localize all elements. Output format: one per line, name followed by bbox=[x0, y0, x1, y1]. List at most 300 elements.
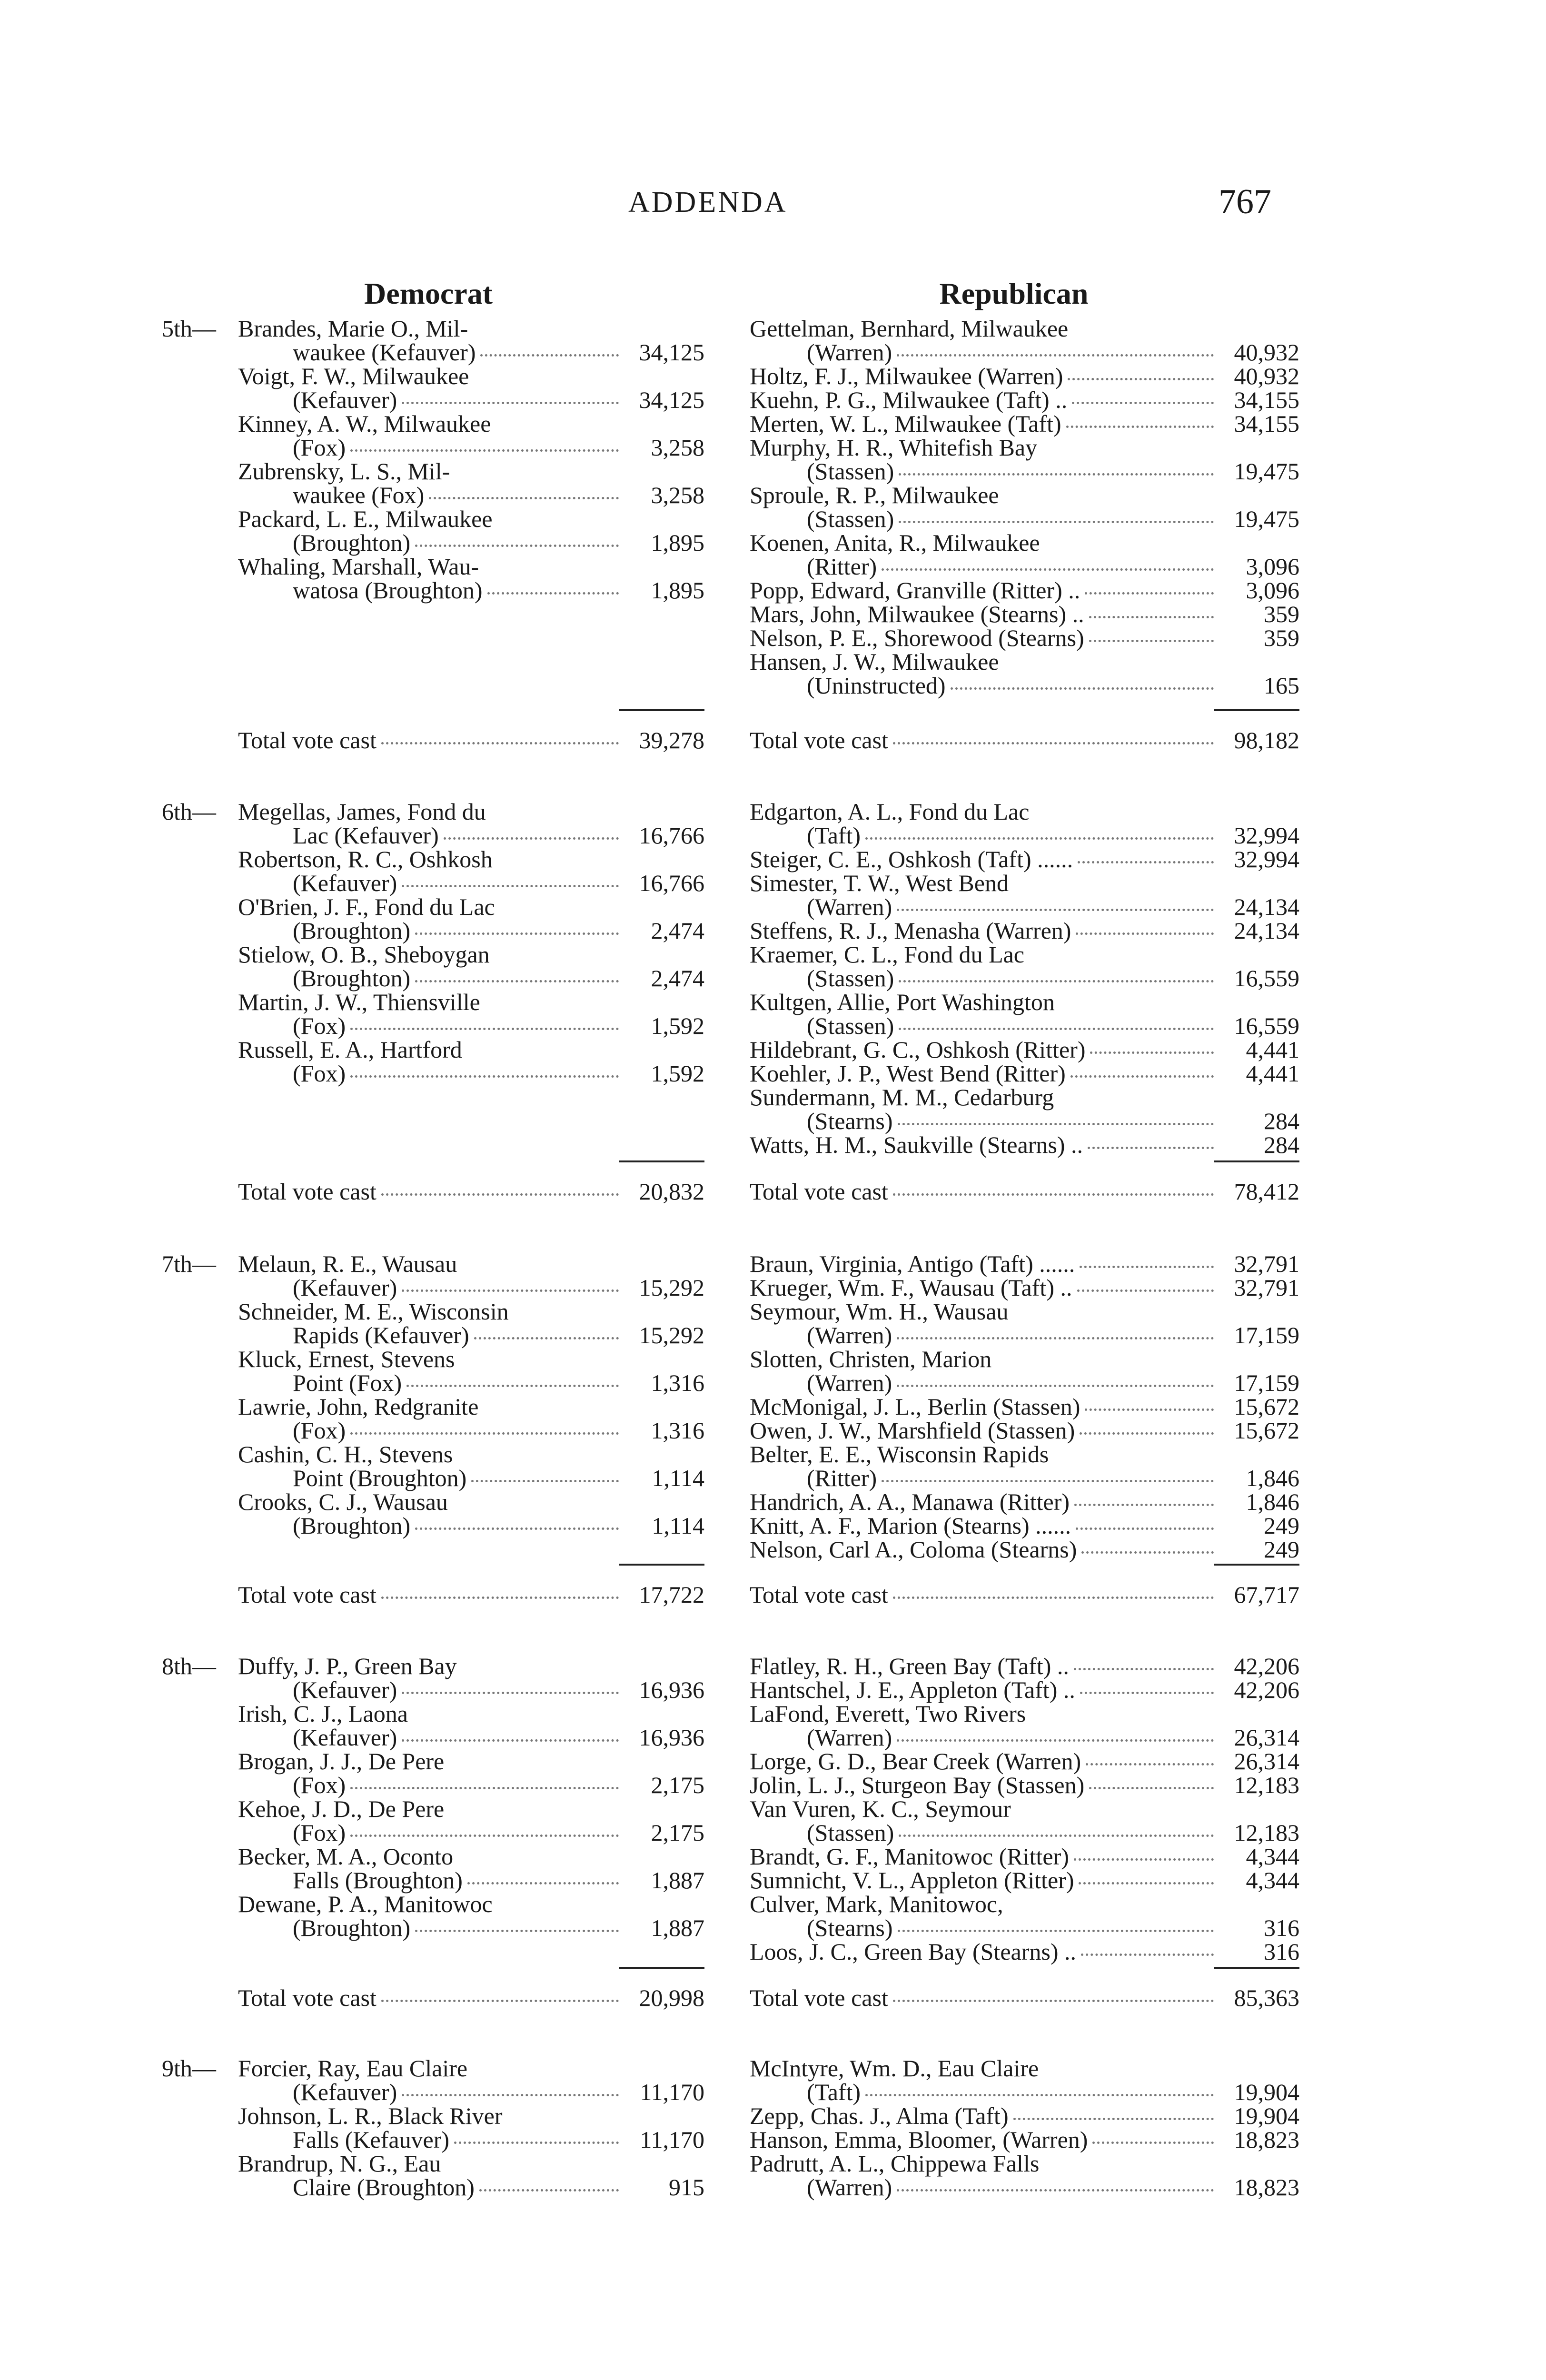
delegate-name: Steiger, C. E., Oshkosh (Taft) ...... bbox=[750, 846, 1073, 873]
vote-count: 1,846 bbox=[1246, 1465, 1299, 1491]
delegate-detail: (Fox) bbox=[293, 1060, 346, 1087]
delegate-line bbox=[238, 1418, 704, 1442]
leader-dots bbox=[1089, 1787, 1214, 1789]
delegate-line bbox=[750, 388, 1299, 412]
delegate-name: Loos, J. C., Green Bay (Stearns) .. bbox=[750, 1938, 1076, 1965]
delegate-name: Lorge, G. D., Bear Creek (Warren) bbox=[750, 1748, 1081, 1775]
delegate-line bbox=[750, 2175, 1299, 2199]
delegate-name: Brandrup, N. G., Eau bbox=[238, 2150, 441, 2177]
vote-count: 249 bbox=[1264, 1512, 1299, 1539]
district-label: 6th— bbox=[162, 798, 216, 825]
delegate-line bbox=[238, 483, 704, 507]
delegate-line bbox=[750, 966, 1299, 990]
leader-dots bbox=[350, 449, 619, 452]
delegate-entry bbox=[750, 919, 1299, 942]
delegate-name: Mars, John, Milwaukee (Stearns) .. bbox=[750, 601, 1084, 627]
delegate-entry bbox=[750, 1844, 1299, 1868]
delegate-name: Padrutt, A. L., Chippewa Falls bbox=[750, 2150, 1040, 2177]
vote-count: 1,895 bbox=[651, 529, 704, 556]
leader-dots bbox=[1074, 1504, 1214, 1506]
vote-count: 284 bbox=[1264, 1131, 1299, 1158]
delegate-line bbox=[238, 531, 704, 555]
vote-count: 11,170 bbox=[640, 2079, 704, 2105]
republican-list bbox=[750, 317, 1299, 697]
delegate-detail: watosa (Broughton) bbox=[293, 577, 483, 604]
delegate-detail: (Warren) bbox=[807, 339, 892, 366]
delegate-detail: (Stearns) bbox=[807, 1914, 893, 1941]
delegate-detail: (Broughton) bbox=[293, 1914, 411, 1941]
delegate-entry bbox=[162, 555, 704, 602]
delegate-line bbox=[750, 1014, 1299, 1038]
delegate-entry bbox=[750, 483, 1299, 531]
vote-count: 17,159 bbox=[1234, 1322, 1299, 1349]
delegate-name: Handrich, A. A., Manawa (Ritter) bbox=[750, 1488, 1070, 1515]
delegate-line bbox=[750, 507, 1299, 531]
delegate-line bbox=[750, 1061, 1299, 1085]
vote-count: 4,344 bbox=[1246, 1843, 1299, 1870]
delegate-entry bbox=[750, 317, 1299, 364]
delegate-line bbox=[750, 626, 1299, 650]
district-label: 9th— bbox=[162, 2055, 216, 2082]
delegate-line bbox=[238, 1773, 704, 1797]
delegate-entry bbox=[162, 1490, 704, 1537]
vote-count: 359 bbox=[1264, 601, 1299, 627]
vote-count: 3,096 bbox=[1246, 577, 1299, 604]
delegate-name: Kluck, Ernest, Stevens bbox=[238, 1346, 455, 1372]
republican-list bbox=[750, 2056, 1299, 2199]
leader-dots bbox=[402, 885, 619, 887]
total-label: Total vote cast bbox=[238, 1581, 377, 1608]
delegate-line bbox=[238, 919, 704, 942]
leader-dots bbox=[1080, 1692, 1214, 1694]
leader-dots bbox=[1081, 1954, 1214, 1956]
vote-count: 42,206 bbox=[1234, 1653, 1299, 1679]
delegate-entry bbox=[750, 1442, 1299, 1490]
delegate-entry bbox=[162, 1892, 704, 1940]
vote-count: 18,823 bbox=[1234, 2126, 1299, 2153]
delegate-name: Dewane, P. A., Manitowoc bbox=[238, 1891, 493, 1917]
vote-count: 3,258 bbox=[651, 482, 704, 508]
delegate-entry bbox=[750, 2056, 1299, 2104]
vote-count: 1,592 bbox=[651, 1060, 704, 1087]
delegate-entry bbox=[750, 1061, 1299, 1085]
delegate-entry bbox=[750, 1276, 1299, 1299]
total-rule bbox=[1214, 1564, 1299, 1566]
vote-count: 19,475 bbox=[1234, 506, 1299, 532]
delegate-entry bbox=[750, 1678, 1299, 1702]
total-rule bbox=[1214, 1967, 1299, 1969]
total-vote-row bbox=[238, 728, 704, 752]
delegate-name: Watts, H. M., Saukville (Stearns) .. bbox=[750, 1131, 1083, 1158]
leader-dots bbox=[893, 2000, 1214, 2002]
vote-count: 915 bbox=[669, 2174, 704, 2201]
delegate-detail: (Warren) bbox=[807, 1369, 892, 1396]
leader-dots bbox=[899, 980, 1214, 982]
leader-dots bbox=[487, 592, 619, 595]
vote-count: 26,314 bbox=[1234, 1724, 1299, 1751]
vote-count: 34,155 bbox=[1234, 387, 1299, 413]
leader-dots bbox=[898, 1123, 1214, 1125]
delegate-name: Belter, E. E., Wisconsin Rapids bbox=[750, 1441, 1049, 1468]
delegate-entry bbox=[162, 847, 704, 895]
total-rule bbox=[619, 1160, 704, 1162]
delegate-detail: (Uninstructed) bbox=[807, 672, 946, 699]
leader-dots bbox=[444, 837, 619, 840]
vote-count: 359 bbox=[1264, 625, 1299, 651]
leader-dots bbox=[897, 1385, 1214, 1387]
delegate-line bbox=[750, 1109, 1299, 1133]
delegate-name: Johnson, L. R., Black River bbox=[238, 2102, 503, 2129]
delegate-line bbox=[238, 2175, 704, 2199]
delegate-entry bbox=[750, 436, 1299, 483]
leader-dots bbox=[402, 402, 619, 404]
vote-count: 15,292 bbox=[639, 1274, 704, 1301]
delegate-line bbox=[238, 1868, 704, 1892]
delegate-entry bbox=[750, 2128, 1299, 2152]
total-rule bbox=[619, 1967, 704, 1969]
delegate-name: Brandes, Marie O., Mil- bbox=[238, 315, 468, 342]
vote-count: 1,592 bbox=[651, 1012, 704, 1039]
delegate-entry bbox=[162, 2104, 704, 2152]
total-vote-row bbox=[750, 1180, 1299, 1203]
delegate-line bbox=[238, 1276, 704, 1299]
delegate-line bbox=[750, 1916, 1299, 1940]
total-vote-row bbox=[238, 1180, 704, 1203]
vote-count: 1,316 bbox=[651, 1417, 704, 1444]
total-rule bbox=[619, 1564, 704, 1566]
vote-count: 32,791 bbox=[1234, 1274, 1299, 1301]
delegate-name: Cashin, C. H., Stevens bbox=[238, 1441, 453, 1468]
total-label: Total vote cast bbox=[750, 727, 888, 754]
leader-dots bbox=[474, 1337, 619, 1339]
delegate-entry bbox=[162, 1347, 704, 1395]
delegate-entry bbox=[162, 364, 704, 412]
leader-dots bbox=[381, 2000, 619, 2002]
delegate-detail: (Broughton) bbox=[293, 917, 411, 944]
delegate-name: Brogan, J. J., De Pere bbox=[238, 1748, 445, 1775]
leader-dots bbox=[402, 1692, 619, 1694]
leader-dots bbox=[1081, 1551, 1214, 1554]
leader-dots bbox=[899, 521, 1214, 523]
leader-dots bbox=[454, 2142, 619, 2144]
delegate-name: LaFond, Everett, Two Rivers bbox=[750, 1700, 1026, 1727]
delegate-line bbox=[238, 1323, 704, 1347]
delegate-line bbox=[750, 364, 1299, 388]
delegate-detail: (Broughton) bbox=[293, 529, 411, 556]
delegate-entry bbox=[750, 1702, 1299, 1749]
total-vote-row bbox=[238, 1583, 704, 1606]
leader-dots bbox=[429, 497, 619, 499]
delegate-name: Zubrensky, L. S., Mil- bbox=[238, 458, 450, 485]
delegate-name: Megellas, James, Fond du bbox=[238, 798, 486, 825]
delegate-detail: (Kefauver) bbox=[293, 1724, 397, 1751]
vote-count: 316 bbox=[1264, 1914, 1299, 1941]
vote-count: 4,344 bbox=[1246, 1867, 1299, 1894]
delegate-entry bbox=[162, 1442, 704, 1490]
delegate-entry bbox=[750, 1537, 1299, 1561]
delegate-entry bbox=[162, 1844, 704, 1892]
vote-count: 32,791 bbox=[1234, 1250, 1299, 1277]
delegate-line bbox=[238, 1726, 704, 1749]
delegate-line bbox=[750, 2080, 1299, 2104]
leader-dots bbox=[415, 1930, 619, 1932]
vote-count: 32,994 bbox=[1234, 846, 1299, 873]
vote-count: 249 bbox=[1264, 1536, 1299, 1563]
leader-dots bbox=[1088, 1147, 1214, 1149]
delegate-entry bbox=[750, 412, 1299, 436]
delegate-line bbox=[238, 340, 704, 364]
delegate-name: Owen, J. W., Marshfield (Stassen) bbox=[750, 1417, 1075, 1444]
delegate-line bbox=[750, 1868, 1299, 1892]
delegate-detail: (Warren) bbox=[807, 1724, 892, 1751]
vote-count: 16,936 bbox=[639, 1676, 704, 1703]
vote-count: 26,314 bbox=[1234, 1748, 1299, 1775]
delegate-detail: (Warren) bbox=[807, 893, 892, 920]
vote-count: 4,441 bbox=[1246, 1036, 1299, 1063]
delegate-name: Knitt, A. F., Marion (Stearns) ...... bbox=[750, 1512, 1071, 1539]
leader-dots bbox=[1085, 592, 1214, 595]
democrat-list bbox=[162, 2056, 704, 2199]
vote-count: 12,183 bbox=[1234, 1772, 1299, 1798]
delegate-name: Steffens, R. J., Menasha (Warren) bbox=[750, 917, 1071, 944]
delegate-line bbox=[750, 1537, 1299, 1561]
delegate-name: Hansen, J. W., Milwaukee bbox=[750, 648, 999, 675]
delegate-name: Zepp, Chas. J., Alma (Taft) bbox=[750, 2102, 1009, 2129]
democrat-list bbox=[162, 800, 704, 1085]
delegate-name: Kraemer, C. L., Fond du Lac bbox=[750, 941, 1025, 968]
leader-dots bbox=[897, 909, 1214, 911]
delegate-detail: (Fox) bbox=[293, 1012, 346, 1039]
total-label: Total vote cast bbox=[238, 1984, 377, 2011]
vote-count: 2,175 bbox=[651, 1819, 704, 1846]
delegate-entry bbox=[750, 1797, 1299, 1844]
delegate-detail: (Stassen) bbox=[807, 458, 894, 485]
delegate-line bbox=[238, 1061, 704, 1085]
delegate-entry bbox=[162, 1797, 704, 1844]
delegate-line bbox=[238, 2080, 704, 2104]
delegate-name: Culver, Mark, Manitowoc, bbox=[750, 1891, 1003, 1917]
delegate-detail: (Broughton) bbox=[293, 965, 411, 992]
vote-count: 1,887 bbox=[651, 1914, 704, 1941]
leader-dots bbox=[1066, 426, 1214, 428]
delegate-entry bbox=[750, 626, 1299, 650]
leader-dots bbox=[415, 932, 619, 935]
delegate-entry bbox=[750, 990, 1299, 1038]
delegate-entry bbox=[750, 1773, 1299, 1797]
vote-count: 19,904 bbox=[1234, 2079, 1299, 2105]
delegate-line bbox=[238, 2128, 704, 2152]
delegate-detail: Lac (Kefauver) bbox=[293, 822, 439, 849]
delegate-entry bbox=[750, 1892, 1299, 1940]
delegate-line bbox=[750, 1749, 1299, 1773]
delegate-line bbox=[750, 1371, 1299, 1395]
delegate-entry bbox=[750, 1868, 1299, 1892]
delegate-name: Packard, L. E., Milwaukee bbox=[238, 506, 493, 532]
democrat-list bbox=[162, 1252, 704, 1537]
vote-count: 16,559 bbox=[1234, 965, 1299, 992]
leader-dots bbox=[415, 980, 619, 982]
district-label: 8th— bbox=[162, 1653, 216, 1679]
vote-count: 1,846 bbox=[1246, 1488, 1299, 1515]
delegate-line bbox=[750, 555, 1299, 578]
delegate-entry bbox=[162, 1654, 704, 1702]
vote-count: 1,114 bbox=[652, 1465, 704, 1491]
delegate-name: Krueger, Wm. F., Wausau (Taft) .. bbox=[750, 1274, 1072, 1301]
total-votes: 17,722 bbox=[639, 1581, 704, 1608]
delegate-name: Popp, Edward, Granville (Ritter) .. bbox=[750, 577, 1080, 604]
delegate-name: Lawrie, John, Redgranite bbox=[238, 1393, 479, 1420]
vote-count: 1,316 bbox=[651, 1369, 704, 1396]
page-number: 767 bbox=[1219, 182, 1271, 221]
delegate-entry bbox=[750, 1347, 1299, 1395]
delegate-detail: (Broughton) bbox=[293, 1512, 411, 1539]
delegate-detail: Falls (Broughton) bbox=[293, 1867, 463, 1894]
delegate-line bbox=[750, 823, 1299, 847]
leader-dots bbox=[899, 473, 1214, 476]
delegate-name: Kultgen, Allie, Port Washington bbox=[750, 989, 1055, 1015]
delegate-detail: (Warren) bbox=[807, 2174, 892, 2201]
delegate-name: Russell, E. A., Hartford bbox=[238, 1036, 462, 1063]
delegate-name: Forcier, Ray, Eau Claire bbox=[238, 2055, 468, 2082]
delegate-line bbox=[750, 1726, 1299, 1749]
delegate-line bbox=[238, 1014, 704, 1038]
delegate-line bbox=[750, 919, 1299, 942]
delegate-name: Nelson, Carl A., Coloma (Stearns) bbox=[750, 1536, 1077, 1563]
vote-count: 1,887 bbox=[651, 1867, 704, 1894]
delegate-name: Robertson, R. C., Oshkosh bbox=[238, 846, 493, 873]
total-votes: 20,832 bbox=[639, 1178, 704, 1205]
delegate-line bbox=[238, 436, 704, 459]
leader-dots bbox=[1013, 2118, 1214, 2120]
delegate-name: Jolin, L. J., Sturgeon Bay (Stassen) bbox=[750, 1772, 1085, 1798]
delegate-name: Hantschel, J. E., Appleton (Taft) .. bbox=[750, 1676, 1075, 1703]
delegate-detail: (Fox) bbox=[293, 434, 346, 461]
delegate-name: Seymour, Wm. H., Wausau bbox=[750, 1298, 1009, 1325]
delegate-entry bbox=[750, 2104, 1299, 2128]
delegate-entry bbox=[750, 1085, 1299, 1133]
republican-list bbox=[750, 800, 1299, 1157]
vote-count: 3,258 bbox=[651, 434, 704, 461]
delegate-entry bbox=[750, 1940, 1299, 1964]
leader-dots bbox=[899, 1028, 1214, 1030]
delegate-line bbox=[238, 1821, 704, 1844]
delegate-name: Koehler, J. P., West Bend (Ritter) bbox=[750, 1060, 1066, 1087]
vote-count: 1,114 bbox=[652, 1512, 704, 1539]
vote-count: 18,823 bbox=[1234, 2174, 1299, 2201]
district-label: 5th— bbox=[162, 315, 216, 342]
delegate-detail: (Stassen) bbox=[807, 1012, 894, 1039]
delegate-line bbox=[750, 1514, 1299, 1537]
delegate-name: O'Brien, J. F., Fond du Lac bbox=[238, 893, 495, 920]
vote-count: 3,096 bbox=[1246, 553, 1299, 580]
delegate-line bbox=[238, 1371, 704, 1395]
delegate-name: Sundermann, M. M., Cedarburg bbox=[750, 1084, 1054, 1111]
delegate-detail: (Warren) bbox=[807, 1322, 892, 1349]
delegate-entry bbox=[750, 1395, 1299, 1418]
delegate-detail: waukee (Kefauver) bbox=[293, 339, 476, 366]
delegate-line bbox=[750, 412, 1299, 436]
vote-count: 2,474 bbox=[651, 965, 704, 992]
delegate-entry bbox=[750, 364, 1299, 388]
delegate-name: Sproule, R. P., Milwaukee bbox=[750, 482, 999, 508]
leader-dots bbox=[1086, 1763, 1214, 1765]
total-vote-row bbox=[750, 1986, 1299, 2010]
leader-dots bbox=[1070, 1075, 1214, 1078]
leader-dots bbox=[467, 1882, 619, 1884]
delegate-name: Kuehn, P. G., Milwaukee (Taft) .. bbox=[750, 387, 1068, 413]
delegate-line bbox=[750, 602, 1299, 626]
vote-count: 19,475 bbox=[1234, 458, 1299, 485]
delegate-entry bbox=[750, 1038, 1299, 1061]
delegate-line bbox=[750, 1773, 1299, 1797]
leader-dots bbox=[381, 742, 619, 744]
total-label: Total vote cast bbox=[238, 1178, 377, 1205]
delegate-entry bbox=[750, 578, 1299, 602]
delegate-detail: (Kefauver) bbox=[293, 870, 397, 896]
leader-dots bbox=[1077, 1289, 1214, 1292]
delegate-entry bbox=[750, 531, 1299, 578]
delegate-name: Crooks, C. J., Wausau bbox=[238, 1488, 448, 1515]
delegate-name: Hanson, Emma, Bloomer, (Warren) bbox=[750, 2126, 1088, 2153]
delegate-line bbox=[750, 1395, 1299, 1418]
delegate-line bbox=[238, 388, 704, 412]
delegate-line bbox=[238, 966, 704, 990]
leader-dots bbox=[1078, 861, 1214, 863]
delegate-name: Edgarton, A. L., Fond du Lac bbox=[750, 798, 1030, 825]
delegate-name: Schneider, M. E., Wisconsin bbox=[238, 1298, 509, 1325]
leader-dots bbox=[381, 1597, 619, 1599]
vote-count: 11,170 bbox=[640, 2126, 704, 2153]
republican-list bbox=[750, 1252, 1299, 1561]
delegate-entry bbox=[750, 871, 1299, 919]
delegate-name: Hildebrant, G. C., Oshkosh (Ritter) bbox=[750, 1036, 1086, 1063]
total-vote-row bbox=[750, 728, 1299, 752]
total-votes: 78,412 bbox=[1234, 1178, 1299, 1205]
leader-dots bbox=[1092, 2142, 1214, 2144]
delegate-detail: (Stassen) bbox=[807, 1819, 894, 1846]
leader-dots bbox=[350, 1075, 619, 1078]
delegate-entry bbox=[750, 388, 1299, 412]
total-votes: 39,278 bbox=[639, 727, 704, 754]
leader-dots bbox=[1085, 1408, 1214, 1411]
vote-count: 40,932 bbox=[1234, 339, 1299, 366]
delegate-line bbox=[750, 847, 1299, 871]
leader-dots bbox=[893, 1193, 1214, 1196]
delegate-detail: Point (Fox) bbox=[293, 1369, 402, 1396]
leader-dots bbox=[882, 1480, 1214, 1482]
leader-dots bbox=[350, 1028, 619, 1030]
delegate-detail: (Fox) bbox=[293, 1417, 346, 1444]
delegate-entry bbox=[750, 942, 1299, 990]
delegate-line bbox=[750, 674, 1299, 697]
delegate-entry bbox=[750, 1490, 1299, 1514]
delegate-line bbox=[238, 823, 704, 847]
delegate-line bbox=[750, 1844, 1299, 1868]
leader-dots bbox=[897, 354, 1214, 357]
vote-count: 316 bbox=[1264, 1938, 1299, 1965]
page-header bbox=[0, 182, 1546, 228]
delegate-detail: (Taft) bbox=[807, 822, 861, 849]
leader-dots bbox=[402, 2094, 619, 2096]
leader-dots bbox=[415, 1527, 619, 1530]
leader-dots bbox=[402, 1739, 619, 1742]
democrat-column-heading: Democrat bbox=[364, 277, 493, 310]
delegate-name: Sumnicht, V. L., Appleton (Ritter) bbox=[750, 1867, 1074, 1894]
delegate-line bbox=[238, 1514, 704, 1537]
delegate-name: Holtz, F. J., Milwaukee (Warren) bbox=[750, 363, 1063, 389]
delegate-entry bbox=[162, 1299, 704, 1347]
delegate-detail: (Stassen) bbox=[807, 965, 894, 992]
